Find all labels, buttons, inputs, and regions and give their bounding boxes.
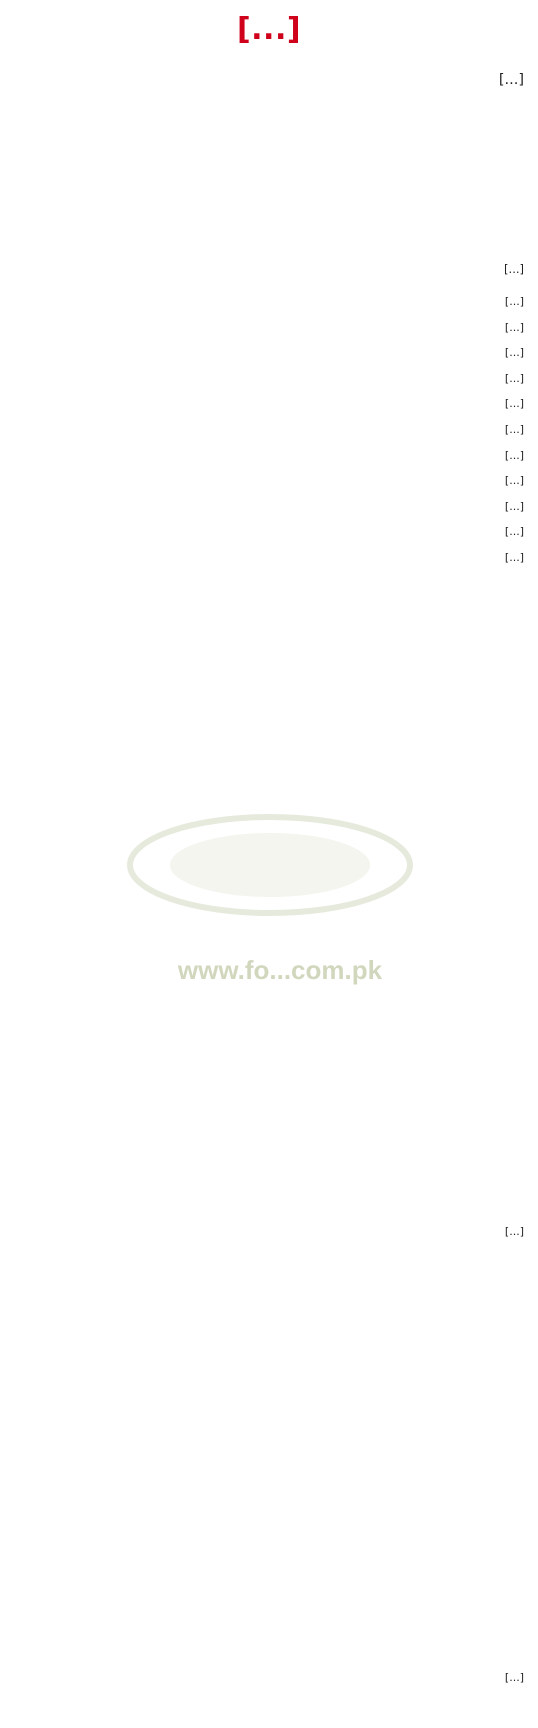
body-paragraph: [...] <box>504 448 524 462</box>
article-lead: [...] <box>498 72 524 88</box>
body-paragraph: [...] <box>504 320 524 334</box>
body-paragraph: [...] <box>504 499 524 513</box>
body-paragraph: [...] <box>504 295 524 308</box>
body-paragraph: [...] <box>504 346 524 360</box>
article-headline: [...] <box>236 11 302 47</box>
smugglers-name-list: [...] <box>504 1225 524 1238</box>
article-byline: [...] <box>504 262 524 276</box>
body-paragraph: [...] <box>504 474 524 488</box>
body-paragraph: [...] <box>504 422 524 436</box>
site-watermark: www.fo...com.pk <box>177 955 383 985</box>
body-paragraph: [...] <box>504 371 524 385</box>
article-closing-paragraph: [...] <box>504 1671 524 1684</box>
site-logo-icon <box>120 810 420 920</box>
article-body <box>14 292 524 574</box>
body-paragraph: [...] <box>504 550 524 564</box>
body-paragraph: [...] <box>504 397 524 411</box>
body-paragraph: [...] <box>504 525 524 539</box>
